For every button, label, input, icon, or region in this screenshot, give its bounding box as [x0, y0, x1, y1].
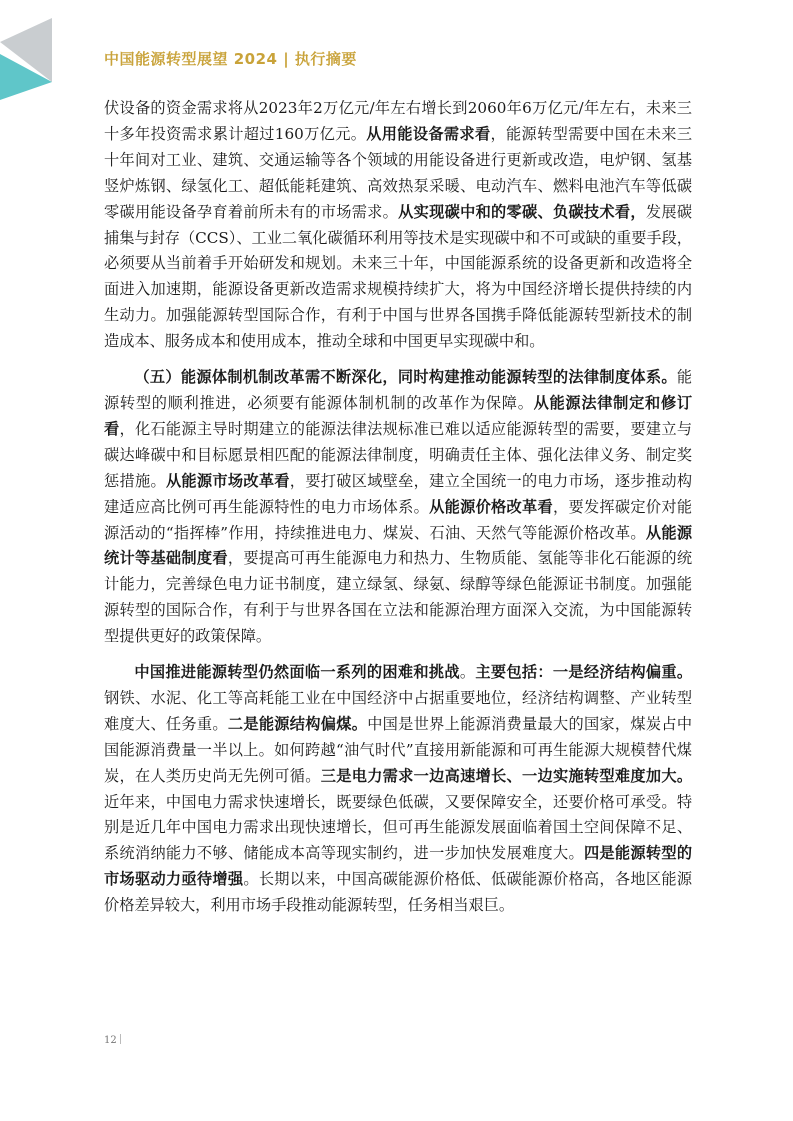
bold-phrase: 四是能源转型的市场驱动力亟待增强: [104, 844, 693, 889]
text-segment: ，要打破区域壁垒，建立全国统一的电力市场，逐步推动构建适应高比例可再生能源特性的电力市场体系。: [104, 471, 693, 516]
bold-phrase: 中国推进能源转型仍然面临一系列的困难和挑战: [134, 663, 460, 682]
page-number-divider: [120, 1034, 121, 1044]
paragraph: [104, 660, 692, 919]
text-segment: 。: [459, 663, 476, 682]
text-segment: 近年来，中国电力需求快速增长，既要绿色低碳，又要保障安全，还要价格可承受。特别是近几年中国电力需求出现快速增长，但可再生能源发展面临着国土空间保障不足、系统消纳能力不够、储能成本高等现实制约，进一步加快发展难度大。: [104, 792, 692, 863]
corner-decoration: [0, 0, 70, 110]
bold-phrase: 主要包括：一是经济结构偏重。: [475, 663, 693, 682]
text-segment: 。长期以来，中国高碳能源价格低、低碳能源价格高，各地区能源价格差异较大，利用市场手段推动能源转型，任务相当艰巨。: [104, 870, 693, 915]
page-number-value: 12: [104, 1035, 117, 1046]
header-title: 中国能源转型展望 2024 | 执行摘要: [104, 50, 357, 68]
bold-phrase: 从用能设备需求看: [366, 124, 491, 143]
text-segment: ，要提高可再生能源电力和热力、生物质能、氢能等非化石能源的统计能力，完善绿色电力证书制度，建立绿氢、绿氨、绿醇等绿色能源证书制度。加强能源转型的国际合作，有利于与世界各国在立法和能源治理方面深入交流，为中国能源转型提供更好的政策保障。: [104, 549, 693, 646]
bold-phrase: 从能源法律制定和修订看: [104, 393, 693, 438]
body-text: [104, 96, 692, 929]
text-segment: 钢铁、水泥、化工等高耗能工业在中国经济中占据重要地位，经济结构调整、产业转型难度大、任务重。: [104, 688, 692, 733]
bold-phrase: （五）能源体制机制改革需不断深化，同时构建推动能源转型的法律制度体系。: [134, 368, 677, 387]
text-segment: 发展碳捕集与封存（CCS）、工业二氧化碳循环利用等技术是实现碳中和不可或缺的重要手段，必须要从当前着手开始研发和规划。未来三十年，中国能源系统的设备更新和改造将全面进入加速期，能源设备更新改造需求规模持续扩大，将为中国经济增长提供持续的内生动力。加强能源转型国际合作，有利于中国与世界各国携手降低能源转型新技术的制造成本、服务成本和使用成本，推动全球和中国更早实现碳中和。: [104, 202, 693, 351]
text-segment: 中国是世界上能源消费量最大的国家，煤炭占中国能源消费量一半以上。如何跨越“油气时代”直接用新能源和可再生能源大规模替代煤炭，在人类历史尚无先例可循。: [104, 714, 693, 785]
bold-phrase: 从能源统计等基础制度看: [104, 523, 693, 568]
paragraph: [104, 96, 692, 355]
bold-phrase: 从能源价格改革看: [429, 497, 553, 516]
bold-phrase: 从实现碳中和的零碳、负碳技术看，: [398, 202, 646, 221]
paragraph: [104, 365, 692, 650]
bold-phrase: 从能源市场改革看: [165, 471, 290, 490]
text-segment: ，能源转型需要中国在未来三十年间对工业、建筑、交通运输等各个领域的用能设备进行更新或改造，电炉钢、氢基竖炉炼钢、绿氢化工、超低能耗建筑、高效热泵采暖、电动汽车、燃料电池汽车等低碳零碳用能设备孕育着前所未有的市场需求。: [104, 124, 693, 221]
text-segment: ，化石能源主导时期建立的能源法律法规标准已难以适应能源转型的需要，要建立与碳达峰碳中和目标愿景相匹配的能源法律制度，明确责任主体、强化法律义务、制定奖惩措施。: [104, 419, 693, 490]
text-segment: ，要发挥碳定价对能源活动的“指挥棒”作用，持续推进电力、煤炭、石油、天然气等能源价格改革。: [104, 497, 693, 542]
bold-phrase: 二是能源结构偏煤。: [227, 714, 368, 733]
page-number: [104, 1034, 121, 1046]
text-segment: 能源转型的顺利推进，必须要有能源体制机制的改革作为保障。: [104, 368, 692, 412]
text-segment: 伏设备的资金需求将从2023年2万亿元/年左右增长到2060年6万亿元/年左右，未来三十多年投资需求累计超过160万亿元。: [104, 99, 692, 143]
bold-phrase: 三是电力需求一边高速增长、一边实施转型难度加大。: [320, 766, 693, 785]
